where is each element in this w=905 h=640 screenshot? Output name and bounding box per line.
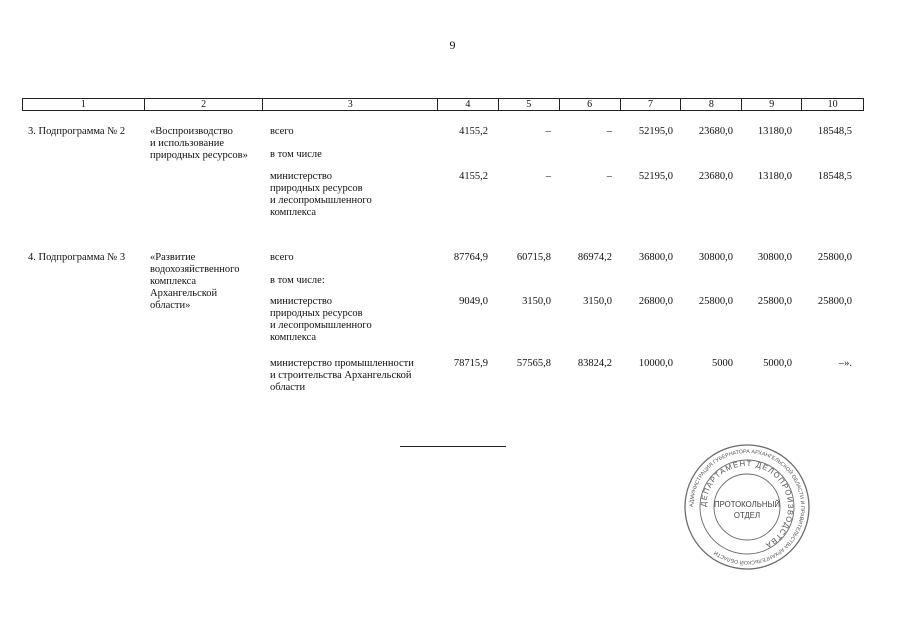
funding-source-label: комплекса — [270, 207, 317, 218]
header-col-10: 10 — [827, 99, 838, 110]
funding-source-label: всего — [270, 252, 294, 263]
program-name-line: области» — [150, 300, 191, 311]
funding-value-cell: 23680,0 — [698, 171, 733, 182]
funding-source-label: комплекса — [270, 332, 317, 343]
funding-value-cell: 52195,0 — [638, 126, 673, 137]
funding-value-cell: 9049,0 — [459, 296, 488, 307]
header-col-8: 8 — [681, 99, 742, 110]
funding-value-cell: 25800,0 — [817, 296, 852, 307]
funding-value-cell: –». — [838, 358, 852, 369]
funding-value-cell: 25800,0 — [817, 252, 852, 263]
funding-value-cell: – — [545, 126, 551, 137]
program-name-line: водохозяйственного — [150, 264, 240, 275]
funding-value-cell: 13180,0 — [757, 126, 792, 137]
funding-value-cell: 87764,9 — [453, 252, 488, 263]
program-name-line: комплекса — [150, 276, 197, 287]
seal-center-line-1: ПРОТОКОЛЬНЫЙ — [714, 500, 780, 509]
funding-value-cell: 3150,0 — [522, 296, 551, 307]
seal-outer-text: АДМИНИСТРАЦИЯ ГУБЕРНАТОРА АРХАНГЕЛЬСКОЙ ОБЛАСТИ И ПРАВИТЕЛЬСТВА АРХАНГЕЛЬСКОЙ ОБЛАСТИ — [688, 448, 806, 566]
program-name-line: и использование — [150, 138, 224, 149]
funding-value-cell: – — [606, 126, 612, 137]
funding-source-label: природных ресурсов — [270, 308, 363, 319]
header-col-2: 2 — [145, 99, 264, 110]
funding-value-cell: 23680,0 — [698, 126, 733, 137]
funding-value-cell: 30800,0 — [757, 252, 792, 263]
program-name-line: Архангельской — [150, 288, 218, 299]
funding-source-label: министерство — [270, 296, 333, 307]
header-col-4: 4 — [438, 99, 499, 110]
funding-value-cell: 26800,0 — [638, 296, 673, 307]
program-name-line: природных ресурсов» — [150, 150, 248, 161]
funding-source-label: и лесопромышленного — [270, 195, 372, 206]
funding-value-cell: 30800,0 — [698, 252, 733, 263]
funding-source-label: и строительства Архангельской — [270, 370, 412, 381]
funding-source-label: природных ресурсов — [270, 183, 363, 194]
funding-source-label: и лесопромышленного — [270, 320, 372, 331]
divider-line — [400, 446, 506, 447]
header-col-7: 7 — [621, 99, 682, 110]
funding-value-cell: 18548,5 — [817, 171, 852, 182]
table-header-row — [22, 98, 864, 111]
program-label: 4. Подпрограмма № 3 — [28, 252, 126, 263]
funding-value-cell: 13180,0 — [757, 171, 792, 182]
funding-value-cell: 52195,0 — [638, 171, 673, 182]
funding-value-cell: 86974,2 — [577, 252, 612, 263]
official-seal-stamp — [682, 442, 812, 572]
program-label: 3. Подпрограмма № 2 — [28, 126, 126, 137]
funding-source-label: министерство — [270, 171, 333, 182]
funding-value-cell: 3150,0 — [583, 296, 612, 307]
funding-value-cell: 4155,2 — [459, 171, 488, 182]
header-col-3: 3 — [263, 99, 438, 110]
program-name-line: «Воспроизводство — [150, 126, 233, 137]
funding-value-cell: – — [545, 171, 551, 182]
funding-source-label: всего — [270, 126, 294, 137]
funding-value-cell: 60715,8 — [516, 252, 551, 263]
funding-value-cell: 36800,0 — [638, 252, 673, 263]
funding-source-label: министерство промышленности — [270, 358, 414, 369]
header-col-5: 5 — [499, 99, 560, 110]
seal-center-line-2: ОТДЕЛ — [733, 511, 761, 520]
funding-value-cell: 78715,9 — [453, 358, 488, 369]
program-name-line: «Развитие — [150, 252, 196, 263]
funding-value-cell: 25800,0 — [698, 296, 733, 307]
funding-value-cell: 10000,0 — [638, 358, 673, 369]
funding-source-label: области — [270, 382, 306, 393]
header-col-6: 6 — [560, 99, 621, 110]
header-col-9: 9 — [742, 99, 802, 110]
funding-value-cell: – — [606, 171, 612, 182]
funding-value-cell: 4155,2 — [459, 126, 488, 137]
seal-middle-text: ДЕПАРТАМЕНТ ДЕЛОПРОИЗВОДСТВА — [698, 458, 796, 551]
funding-source-label: в том числе: — [270, 275, 325, 286]
funding-value-cell: 18548,5 — [817, 126, 852, 137]
header-col-1: 1 — [23, 99, 145, 110]
funding-value-cell: 57565,8 — [516, 358, 551, 369]
funding-source-label: в том числе — [270, 149, 322, 160]
funding-value-cell: 83824,2 — [577, 358, 612, 369]
funding-value-cell: 25800,0 — [757, 296, 792, 307]
page-number: 9 — [449, 38, 456, 52]
funding-value-cell: 5000,0 — [763, 358, 792, 369]
funding-value-cell: 5000 — [712, 358, 733, 369]
